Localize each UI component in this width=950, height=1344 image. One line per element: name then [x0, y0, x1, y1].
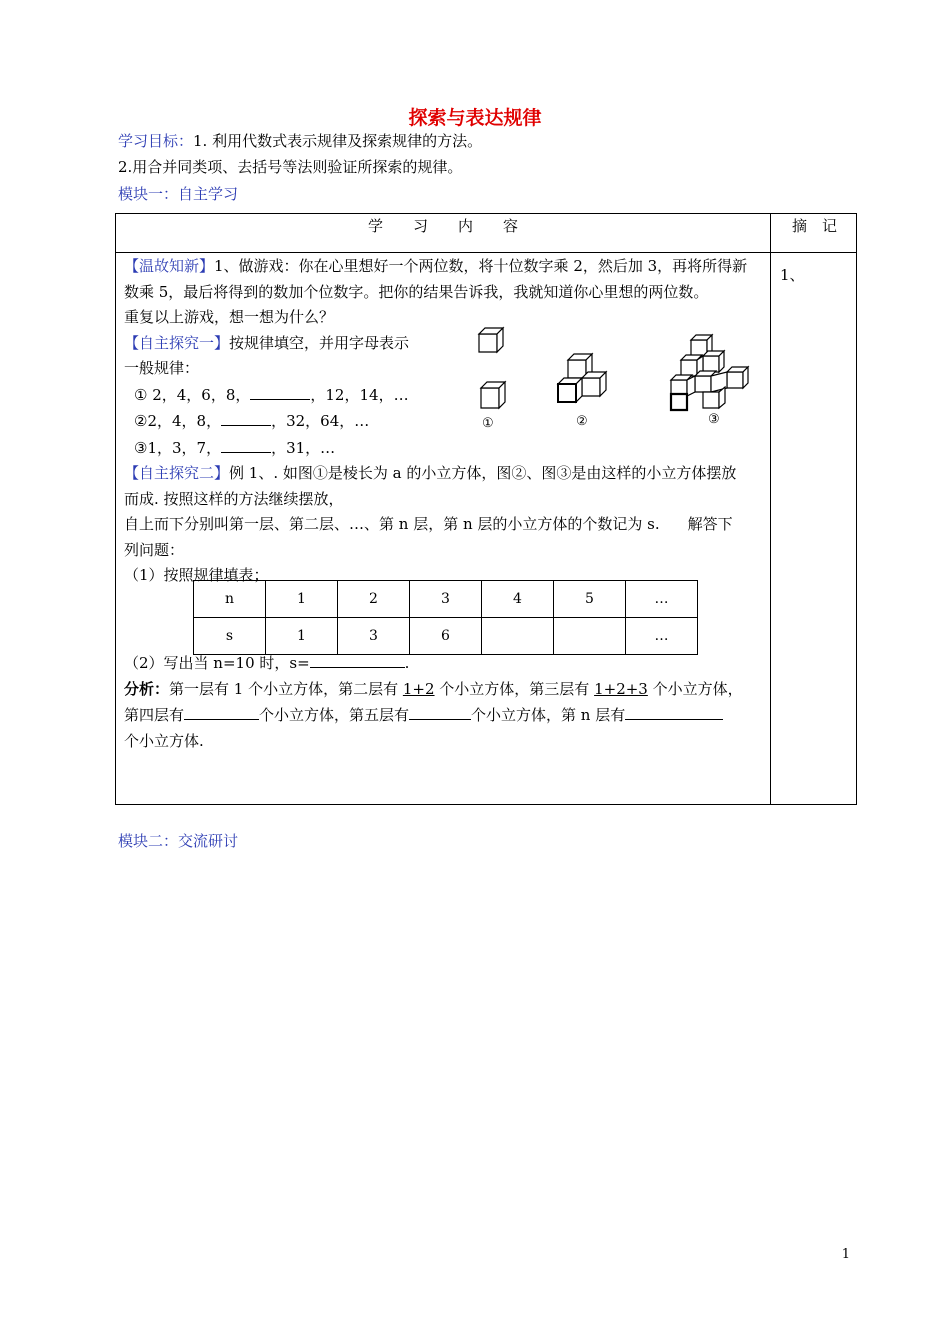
study-table [115, 213, 857, 805]
analysis-block [124, 650, 768, 754]
header-divider [116, 252, 856, 253]
table-row-s [194, 618, 698, 655]
table-cell: 2 [338, 581, 410, 618]
explore1-text: 按规律填空，并用字母表示 [229, 333, 410, 352]
table-cell: 4 [482, 581, 554, 618]
analysis-underlined: 1+2+3 [594, 679, 648, 698]
question2-end: . [404, 654, 410, 672]
sequence1-start: ① 2，4，6，8， [134, 385, 251, 404]
review-tag: 【温故知新】 [124, 257, 215, 275]
layer-n-blank[interactable] [625, 702, 723, 720]
table-cell: 3 [338, 618, 410, 655]
sequence3-start: ③1，3，7， [134, 438, 222, 457]
fill-table [193, 580, 698, 655]
table-cell: … [626, 618, 698, 655]
header-content: 学 习 内 容 [367, 217, 518, 235]
table-cell: 6 [410, 618, 482, 655]
goal-item-2: 2.用合并同类项、去括号等法则验证所探索的规律。 [118, 158, 463, 176]
module2-heading: 模块二：交流研讨 [118, 832, 239, 850]
goal-item-1: 1. 利用代数式表示规律及探索规律的方法。 [193, 132, 483, 150]
analysis-text: 第一层有 1 个小立方体，第二层有 [169, 679, 403, 698]
analysis-tag: 分析： [124, 679, 170, 698]
analysis-text: 第四层有 [124, 706, 185, 724]
table-cell: n [194, 581, 266, 618]
table-cell: … [626, 581, 698, 618]
explore2-line4: 列问题： [124, 540, 185, 559]
sequence2-blank[interactable] [221, 408, 271, 426]
question2-blank[interactable] [310, 650, 405, 668]
goals-label: 学习目标： [118, 132, 194, 150]
explore2-line2: 而成. 按照这样的方法继续摆放， [124, 489, 344, 508]
sequence1-end: ，12，14，… [310, 385, 409, 404]
table-row-n [194, 581, 698, 618]
table-cell: 3 [410, 581, 482, 618]
explore2-line3-end: 解答下 [687, 515, 733, 533]
question1: （1）按照规律填表； [124, 566, 269, 584]
review-line2: 数乘 5，最后将得到的数加个位数字。把你的结果告诉我，我就知道你心里想的两位数。 [124, 282, 709, 301]
table-cell: s [194, 618, 266, 655]
analysis-underlined: 1+2 [402, 679, 435, 698]
sequence3-blank[interactable] [221, 435, 271, 453]
table-blank-cell[interactable] [554, 618, 626, 655]
analysis-text: 个小立方体，第五层有 [259, 706, 410, 724]
table-cell: 1 [266, 618, 338, 655]
explore2-line1: 例 1、. 如图①是棱长为 a 的小立方体，图②、图③是由这样的小立方体摆放 [229, 464, 737, 482]
column-divider [770, 214, 771, 804]
general-rule-label: 一般规律： [124, 359, 200, 377]
notes-first-item: 1、 [780, 266, 805, 284]
review-line1: 1、做游戏：你在心里想好一个两位数，将十位数字乘 2，然后加 3，再将所得新 [214, 257, 748, 275]
figure-label-2: ② [576, 414, 588, 429]
figure-label-1: ① [482, 416, 494, 431]
figure-label-3: ③ [708, 412, 720, 427]
analysis-text: 个小立方体，第三层有 [434, 679, 595, 698]
sequence1-blank[interactable] [250, 382, 310, 400]
table-cell: 5 [554, 581, 626, 618]
table-blank-cell[interactable] [482, 618, 554, 655]
table-cell: 1 [266, 581, 338, 618]
layer4-blank[interactable] [184, 702, 259, 720]
cube-figure-1 [481, 382, 505, 408]
page-number: 1 [841, 1247, 850, 1262]
question2: （2）写出当 n=10 时，s= [124, 654, 310, 672]
explore2-tag: 【自主探究二】 [124, 464, 230, 482]
explore1-tag: 【自主探究一】 [124, 333, 230, 352]
learning-goals-line1 [118, 130, 482, 151]
explore2-line3: 自上而下分别叫第一层、第二层、…、第 n 层，第 n 层的小立方体的个数记为 s. [124, 515, 660, 533]
analysis-text: 个小立方体， [647, 679, 743, 698]
cube-figure-3 [479, 328, 503, 352]
layer5-blank[interactable] [409, 702, 471, 720]
cube-figure-2 [558, 354, 606, 402]
review-line3: 重复以上游戏，想一想为什么？ [124, 308, 335, 326]
header-notes: 摘 记 [791, 217, 837, 235]
analysis-text: 个小立方体. [124, 731, 204, 750]
cube-pyramid-figure [665, 328, 765, 418]
module1-heading: 模块一：自主学习 [118, 185, 239, 203]
analysis-text: 个小立方体，第 n 层有 [471, 706, 626, 724]
sequence3-end: ，31，… [271, 438, 336, 457]
sequence2-start: ②2，4，8， [134, 412, 222, 430]
page-title: 探索与表达规律 [408, 107, 542, 129]
sequence2-end: ，32，64，… [271, 412, 370, 430]
